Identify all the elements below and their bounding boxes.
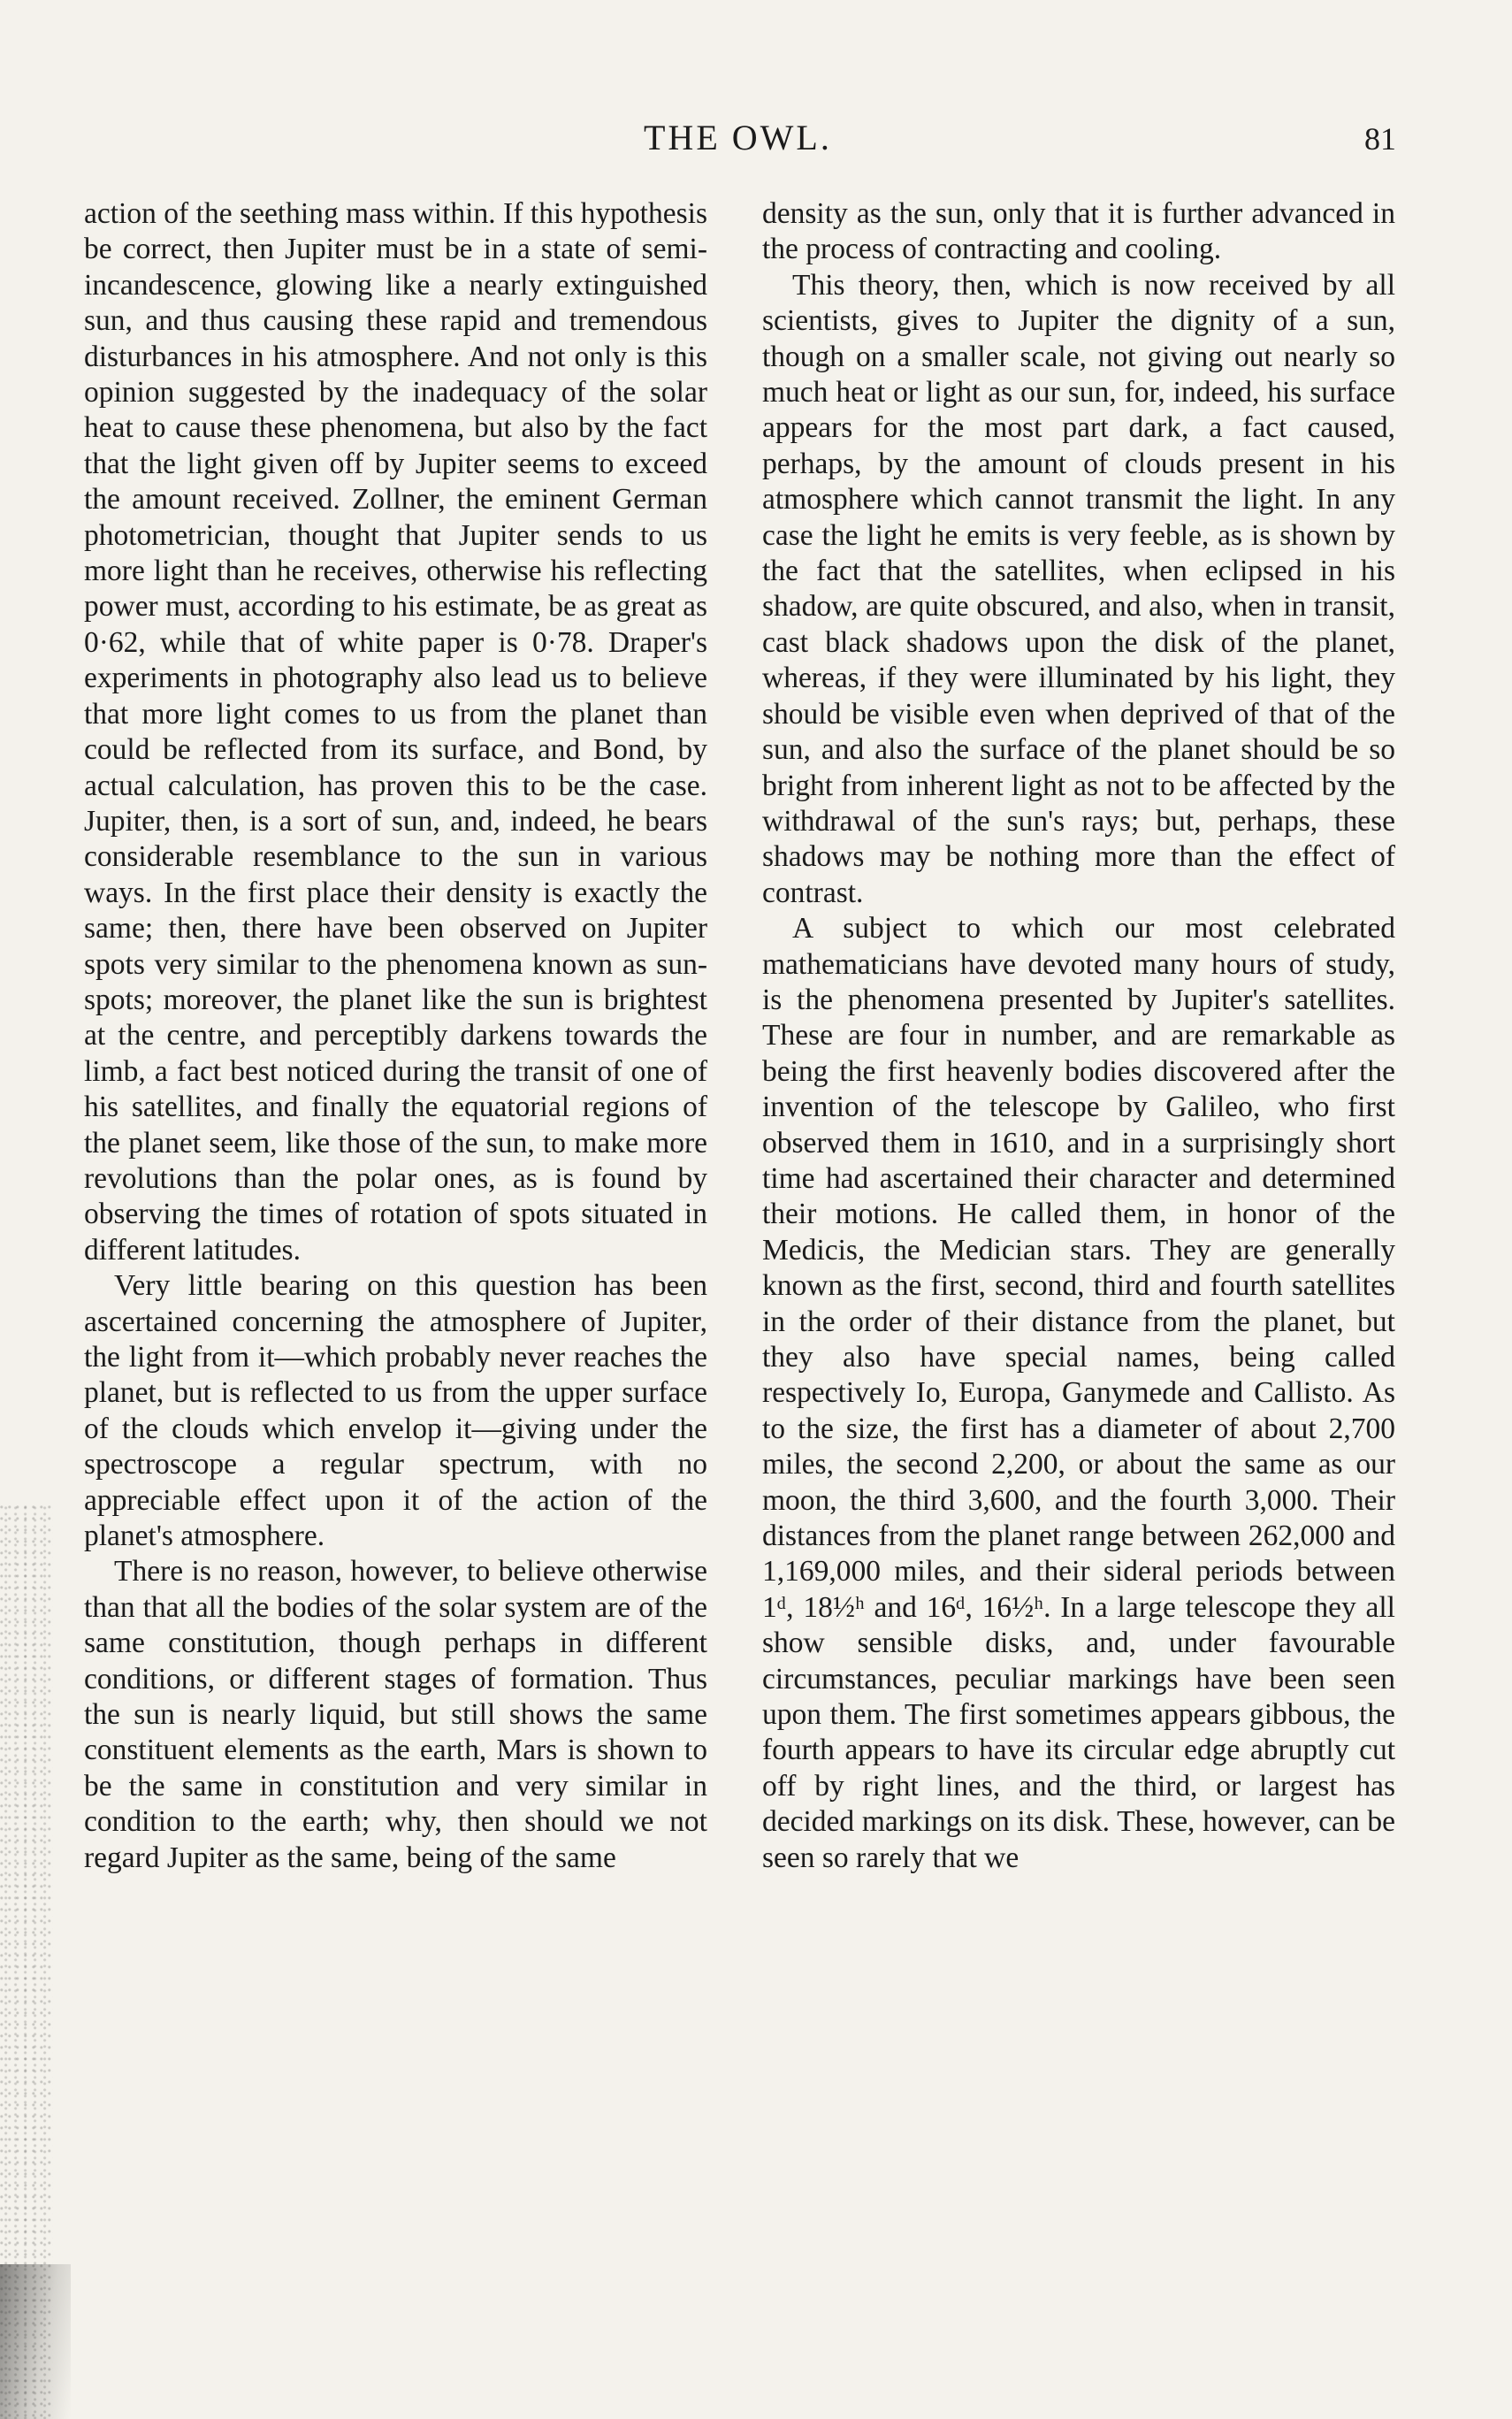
right-column bbox=[762, 196, 1395, 1876]
paragraph: Very little bearing on this question has been ascertained concerning the atmosphere of Jupiter, the light from it—which probably never reaches the planet, but is reflected to us from the upper surface of the clouds which envelop it—giving under the spectroscope a regular spectrum, with no appreciable effect upon it of the action of the planet's atmosphere. bbox=[84, 1269, 707, 1553]
running-head-title: THE OWL. bbox=[644, 118, 832, 157]
paragraph: This theory, then, which is now received by all scientists, gives to Jupiter the dignity of a sun, though on a smaller scale, not giving out nearly so much heat or light as our sun, for, indeed, his surface appears for the most part dark, a fact caused, perhaps, by the amount of clouds present in his atmosphere which cannot transmit the light. In any case the light he emits is very feeble, as is shown by the fact that the satellites, when eclipsed in his shadow, are quite obscured, and also, when in transit, cast black shadows upon the disk of the planet, whereas, if they were illuminated by his light, they should be visible even when deprived of that of the sun, and also the surface of the planet should be so bright from inherent light as not to be affected by the withdrawal of the sun's rays; but, perhaps, these shadows may be nothing more than the effect of contrast. bbox=[762, 268, 1395, 909]
left-column bbox=[84, 196, 707, 1876]
paragraph: density as the sun, only that it is further advanced in the process of contracting and cooling. bbox=[762, 197, 1395, 266]
paragraph: A subject to which our most celebrated mathematicians have devoted many hours of study, is the phenomena presented by Jupiter's satellites. These are four in number, and are remarkable as being the first heavenly bodies discovered after the invention of the telescope by Galileo, who first observed them in 1610, and in a surprisingly short time had ascertained their character and determined their motions. He called them, in honor of the Medicis, the Medician stars. They are generally known as the first, second, third and fourth satellites in the order of their distance from the planet, but they also have special names, being called respectively Io, Europa, Ganymede and Callisto. As to the size, the first has a diameter of about 2,700 miles, the second 2,200, or about the same as our moon, the third 3,600, and the fourth 3,000. Their distances from the planet range between 262,000 and 1,169,000 miles, and their sideral periods between 1ᵈ, 18½ʰ and 16ᵈ, 16½ʰ. In a large telescope they all show sensible disks, and, under favourable circumstances, peculiar markings have been seen upon them. The first sometimes appears gibbous, the fourth appears to have its circular edge abruptly cut off by right lines, and the third, or largest has decided markings on its disk. These, however, can be seen so rarely that we bbox=[762, 912, 1395, 1874]
page-number: 81 bbox=[1364, 121, 1396, 157]
paragraph: There is no reason, however, to believe otherwise than that all the bodies of the solar system are of the same constitution, though perhaps in different conditions, or different stages of formation. Thus the sun is nearly liquid, but still shows the same constituent elements as the earth, Mars is shown to be the same in constitution and very similar in condition to the earth; why, then should we not regard Jupiter as the same, being of the same bbox=[84, 1555, 707, 1874]
running-head bbox=[0, 117, 1512, 170]
paragraph: action of the seething mass within. If this hypothesis be correct, then Jupiter must be in a state of semi-incandescence, glowing like a nearly extinguished sun, and thus causing these rapid and tremendous disturbances in his atmosphere. And not only is this opinion suggested by the inadequacy of the solar heat to cause these phenomena, but also by the fact that the light given off by Jupiter seems to exceed the amount received. Zollner, the eminent German photometrician, thought that Jupiter sends to us more light than he receives, otherwise his reflecting power must, according to his estimate, be as great as 0·62, while that of white paper is 0·78. Draper's experiments in photography also lead us to believe that more light comes to us from the planet than could be reflected from its surface, and Bond, by actual calculation, has proven this to be the case. Jupiter, then, is a sort of sun, and, indeed, he bears considerable resemblance to the sun in various ways. In the first place their density is exactly the same; then, there have been observed on Jupiter spots very similar to the phenomena known as sun-spots; moreover, the planet like the sun is brightest at the centre, and perceptibly darkens towards the limb, a fact best noticed during the transit of one of his satellites, and finally the equatorial regions of the planet seem, like those of the sun, to make more revolutions than the polar ones, as is found by observing the times of rotation of spots situated in different latitudes. bbox=[84, 197, 707, 1267]
scan-shadow-corner bbox=[0, 2264, 71, 2419]
